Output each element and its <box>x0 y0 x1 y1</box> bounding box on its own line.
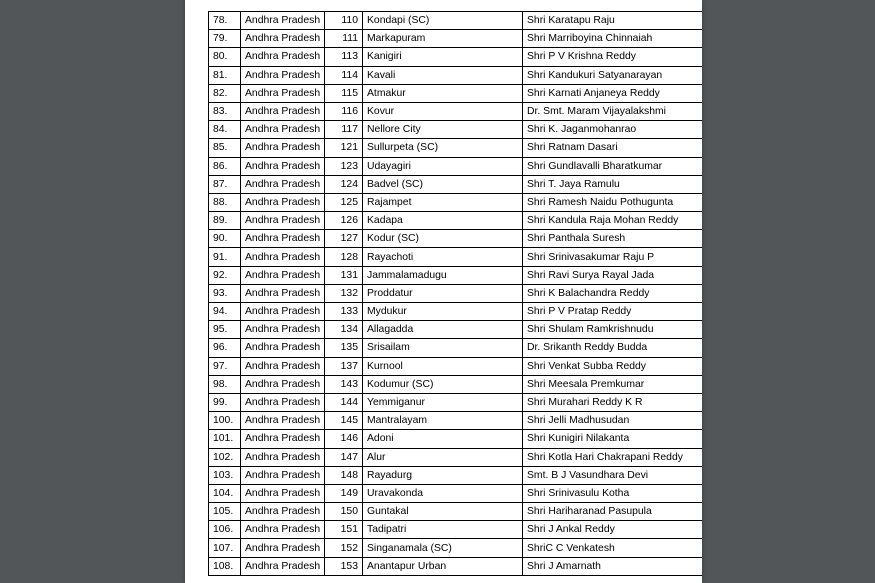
candidate-name-cell: Shri Karnati Anjaneya Reddy <box>523 84 703 102</box>
serial-number-cell: 94. <box>209 303 241 321</box>
table-row <box>209 557 703 575</box>
serial-number-cell: 97. <box>209 357 241 375</box>
serial-number-cell: 102. <box>209 448 241 466</box>
table-row <box>209 357 703 375</box>
constituency-number-cell: 121 <box>325 139 363 157</box>
state-cell: Andhra Pradesh <box>241 466 325 484</box>
state-cell: Andhra Pradesh <box>241 339 325 357</box>
candidate-name-cell: Shri Venkat Subba Reddy <box>523 357 703 375</box>
constituency-name-cell: Kondapi (SC) <box>363 12 523 30</box>
state-cell: Andhra Pradesh <box>241 448 325 466</box>
table-row <box>209 30 703 48</box>
state-cell: Andhra Pradesh <box>241 12 325 30</box>
constituency-number-cell: 137 <box>325 357 363 375</box>
table-row <box>209 521 703 539</box>
serial-number-cell: 105. <box>209 503 241 521</box>
serial-number-cell: 99. <box>209 393 241 411</box>
state-cell: Andhra Pradesh <box>241 357 325 375</box>
constituency-number-cell: 113 <box>325 48 363 66</box>
serial-number-cell: 101. <box>209 430 241 448</box>
candidate-name-cell: Shri Ravi Surya Rayal Jada <box>523 266 703 284</box>
serial-number-cell: 85. <box>209 139 241 157</box>
constituency-number-cell: 114 <box>325 66 363 84</box>
table-row <box>209 448 703 466</box>
table-row <box>209 84 703 102</box>
serial-number-cell: 107. <box>209 539 241 557</box>
candidate-name-cell: Shri P V Pratap Reddy <box>523 303 703 321</box>
constituency-name-cell: Rayachoti <box>363 248 523 266</box>
constituency-name-cell: Rajampet <box>363 193 523 211</box>
serial-number-cell: 86. <box>209 157 241 175</box>
candidate-name-cell: Shri Meesala Premkumar <box>523 375 703 393</box>
serial-number-cell: 78. <box>209 12 241 30</box>
table-row <box>209 539 703 557</box>
constituency-name-cell: Uravakonda <box>363 484 523 502</box>
constituency-name-cell: Kurnool <box>363 357 523 375</box>
constituency-number-cell: 148 <box>325 466 363 484</box>
constituency-number-cell: 134 <box>325 321 363 339</box>
candidate-name-cell: Shri Srinivasulu Kotha <box>523 484 703 502</box>
constituency-number-cell: 131 <box>325 266 363 284</box>
serial-number-cell: 79. <box>209 30 241 48</box>
table-row <box>209 230 703 248</box>
table-row <box>209 412 703 430</box>
candidate-name-cell: Shri Ramesh Naidu Pothugunta <box>523 193 703 211</box>
table-row <box>209 175 703 193</box>
candidate-name-cell: Shri Srinivasakumar Raju P <box>523 248 703 266</box>
serial-number-cell: 90. <box>209 230 241 248</box>
state-cell: Andhra Pradesh <box>241 375 325 393</box>
candidate-name-cell: Shri Ratnam Dasari <box>523 139 703 157</box>
serial-number-cell: 83. <box>209 102 241 120</box>
serial-number-cell: 93. <box>209 284 241 302</box>
candidate-name-cell: Shri K Balachandra Reddy <box>523 284 703 302</box>
constituency-number-cell: 143 <box>325 375 363 393</box>
state-cell: Andhra Pradesh <box>241 412 325 430</box>
state-cell: Andhra Pradesh <box>241 248 325 266</box>
candidate-name-cell: Shri P V Krishna Reddy <box>523 48 703 66</box>
candidate-name-cell: Shri Marriboyina Chinnaiah <box>523 30 703 48</box>
candidate-name-cell: Shri Shulam Ramkrishnudu <box>523 321 703 339</box>
serial-number-cell: 84. <box>209 121 241 139</box>
table-row <box>209 375 703 393</box>
constituency-number-cell: 147 <box>325 448 363 466</box>
state-cell: Andhra Pradesh <box>241 303 325 321</box>
constituency-name-cell: Anantapur Urban <box>363 557 523 575</box>
table-row <box>209 466 703 484</box>
state-cell: Andhra Pradesh <box>241 284 325 302</box>
candidate-name-cell: Shri Karatapu Raju <box>523 12 703 30</box>
document-page <box>185 0 702 583</box>
state-cell: Andhra Pradesh <box>241 230 325 248</box>
table-row <box>209 139 703 157</box>
candidate-name-cell: Shri Hariharanad Pasupula <box>523 503 703 521</box>
candidate-name-cell: Shri Kotla Hari Chakrapani Reddy <box>523 448 703 466</box>
state-cell: Andhra Pradesh <box>241 430 325 448</box>
candidates-table-body <box>209 12 703 576</box>
serial-number-cell: 89. <box>209 212 241 230</box>
state-cell: Andhra Pradesh <box>241 30 325 48</box>
candidate-name-cell: Shri T. Jaya Ramulu <box>523 175 703 193</box>
candidate-name-cell: Shri Murahari Reddy K R <box>523 393 703 411</box>
serial-number-cell: 81. <box>209 66 241 84</box>
serial-number-cell: 96. <box>209 339 241 357</box>
state-cell: Andhra Pradesh <box>241 121 325 139</box>
table-row <box>209 266 703 284</box>
serial-number-cell: 92. <box>209 266 241 284</box>
serial-number-cell: 91. <box>209 248 241 266</box>
serial-number-cell: 87. <box>209 175 241 193</box>
table-row <box>209 284 703 302</box>
state-cell: Andhra Pradesh <box>241 266 325 284</box>
constituency-name-cell: Kodumur (SC) <box>363 375 523 393</box>
constituency-name-cell: Kodur (SC) <box>363 230 523 248</box>
candidate-name-cell: Shri Kandula Raja Mohan Reddy <box>523 212 703 230</box>
serial-number-cell: 108. <box>209 557 241 575</box>
constituency-name-cell: Udayagiri <box>363 157 523 175</box>
constituency-name-cell: Badvel (SC) <box>363 175 523 193</box>
candidate-name-cell: Shri Jelli Madhusudan <box>523 412 703 430</box>
constituency-number-cell: 111 <box>325 30 363 48</box>
table-row <box>209 48 703 66</box>
state-cell: Andhra Pradesh <box>241 393 325 411</box>
constituency-name-cell: Allagadda <box>363 321 523 339</box>
candidate-name-cell: Shri Gundlavalli Bharatkumar <box>523 157 703 175</box>
constituency-number-cell: 116 <box>325 102 363 120</box>
serial-number-cell: 100. <box>209 412 241 430</box>
candidate-name-cell: Dr. Smt. Maram Vijayalakshmi <box>523 102 703 120</box>
constituency-name-cell: Srisailam <box>363 339 523 357</box>
constituency-number-cell: 110 <box>325 12 363 30</box>
candidate-name-cell: Shri Panthala Suresh <box>523 230 703 248</box>
state-cell: Andhra Pradesh <box>241 66 325 84</box>
constituency-number-cell: 124 <box>325 175 363 193</box>
candidate-name-cell: Dr. Srikanth Reddy Budda <box>523 339 703 357</box>
state-cell: Andhra Pradesh <box>241 539 325 557</box>
constituency-name-cell: Tadipatri <box>363 521 523 539</box>
constituency-name-cell: Sullurpeta (SC) <box>363 139 523 157</box>
constituency-name-cell: Nellore City <box>363 121 523 139</box>
constituency-name-cell: Markapuram <box>363 30 523 48</box>
table-row <box>209 157 703 175</box>
constituency-name-cell: Rayadurg <box>363 466 523 484</box>
state-cell: Andhra Pradesh <box>241 484 325 502</box>
table-row <box>209 248 703 266</box>
serial-number-cell: 80. <box>209 48 241 66</box>
constituency-name-cell: Yemmiganur <box>363 393 523 411</box>
serial-number-cell: 103. <box>209 466 241 484</box>
constituency-number-cell: 145 <box>325 412 363 430</box>
table-row <box>209 193 703 211</box>
constituency-number-cell: 153 <box>325 557 363 575</box>
serial-number-cell: 98. <box>209 375 241 393</box>
constituency-name-cell: Alur <box>363 448 523 466</box>
constituency-name-cell: Guntakal <box>363 503 523 521</box>
constituency-number-cell: 127 <box>325 230 363 248</box>
state-cell: Andhra Pradesh <box>241 84 325 102</box>
table-row <box>209 212 703 230</box>
constituency-name-cell: Mydukur <box>363 303 523 321</box>
constituency-number-cell: 152 <box>325 539 363 557</box>
candidates-table <box>208 11 702 576</box>
constituency-number-cell: 123 <box>325 157 363 175</box>
constituency-name-cell: Kadapa <box>363 212 523 230</box>
state-cell: Andhra Pradesh <box>241 557 325 575</box>
state-cell: Andhra Pradesh <box>241 503 325 521</box>
table-row <box>209 12 703 30</box>
serial-number-cell: 104. <box>209 484 241 502</box>
state-cell: Andhra Pradesh <box>241 321 325 339</box>
state-cell: Andhra Pradesh <box>241 193 325 211</box>
constituency-number-cell: 117 <box>325 121 363 139</box>
constituency-name-cell: Jammalamadugu <box>363 266 523 284</box>
constituency-name-cell: Singanamala (SC) <box>363 539 523 557</box>
candidate-name-cell: Shri J Amarnath <box>523 557 703 575</box>
table-row <box>209 303 703 321</box>
serial-number-cell: 95. <box>209 321 241 339</box>
state-cell: Andhra Pradesh <box>241 175 325 193</box>
constituency-number-cell: 150 <box>325 503 363 521</box>
table-row <box>209 503 703 521</box>
constituency-number-cell: 128 <box>325 248 363 266</box>
table-row <box>209 321 703 339</box>
constituency-name-cell: Mantralayam <box>363 412 523 430</box>
serial-number-cell: 106. <box>209 521 241 539</box>
constituency-name-cell: Proddatur <box>363 284 523 302</box>
constituency-name-cell: Kanigiri <box>363 48 523 66</box>
candidate-name-cell: Shri Kunigiri Nilakanta <box>523 430 703 448</box>
state-cell: Andhra Pradesh <box>241 139 325 157</box>
constituency-name-cell: Kavali <box>363 66 523 84</box>
table-row <box>209 484 703 502</box>
candidate-name-cell: Shri J Ankal Reddy <box>523 521 703 539</box>
serial-number-cell: 82. <box>209 84 241 102</box>
constituency-number-cell: 151 <box>325 521 363 539</box>
constituency-number-cell: 132 <box>325 284 363 302</box>
table-row <box>209 121 703 139</box>
constituency-name-cell: Atmakur <box>363 84 523 102</box>
state-cell: Andhra Pradesh <box>241 157 325 175</box>
serial-number-cell: 88. <box>209 193 241 211</box>
constituency-number-cell: 125 <box>325 193 363 211</box>
table-row <box>209 102 703 120</box>
state-cell: Andhra Pradesh <box>241 521 325 539</box>
candidate-name-cell: Shri Kandukuri Satyanarayan <box>523 66 703 84</box>
state-cell: Andhra Pradesh <box>241 102 325 120</box>
constituency-number-cell: 133 <box>325 303 363 321</box>
table-row <box>209 339 703 357</box>
table-row <box>209 430 703 448</box>
table-row <box>209 393 703 411</box>
state-cell: Andhra Pradesh <box>241 48 325 66</box>
candidate-name-cell: ShriC C Venkatesh <box>523 539 703 557</box>
constituency-number-cell: 115 <box>325 84 363 102</box>
table-row <box>209 66 703 84</box>
constituency-name-cell: Adoni <box>363 430 523 448</box>
candidate-name-cell: Shri K. Jaganmohanrao <box>523 121 703 139</box>
candidate-name-cell: Smt. B J Vasundhara Devi <box>523 466 703 484</box>
constituency-number-cell: 149 <box>325 484 363 502</box>
constituency-number-cell: 144 <box>325 393 363 411</box>
constituency-name-cell: Kovur <box>363 102 523 120</box>
constituency-number-cell: 146 <box>325 430 363 448</box>
constituency-number-cell: 135 <box>325 339 363 357</box>
state-cell: Andhra Pradesh <box>241 212 325 230</box>
constituency-number-cell: 126 <box>325 212 363 230</box>
